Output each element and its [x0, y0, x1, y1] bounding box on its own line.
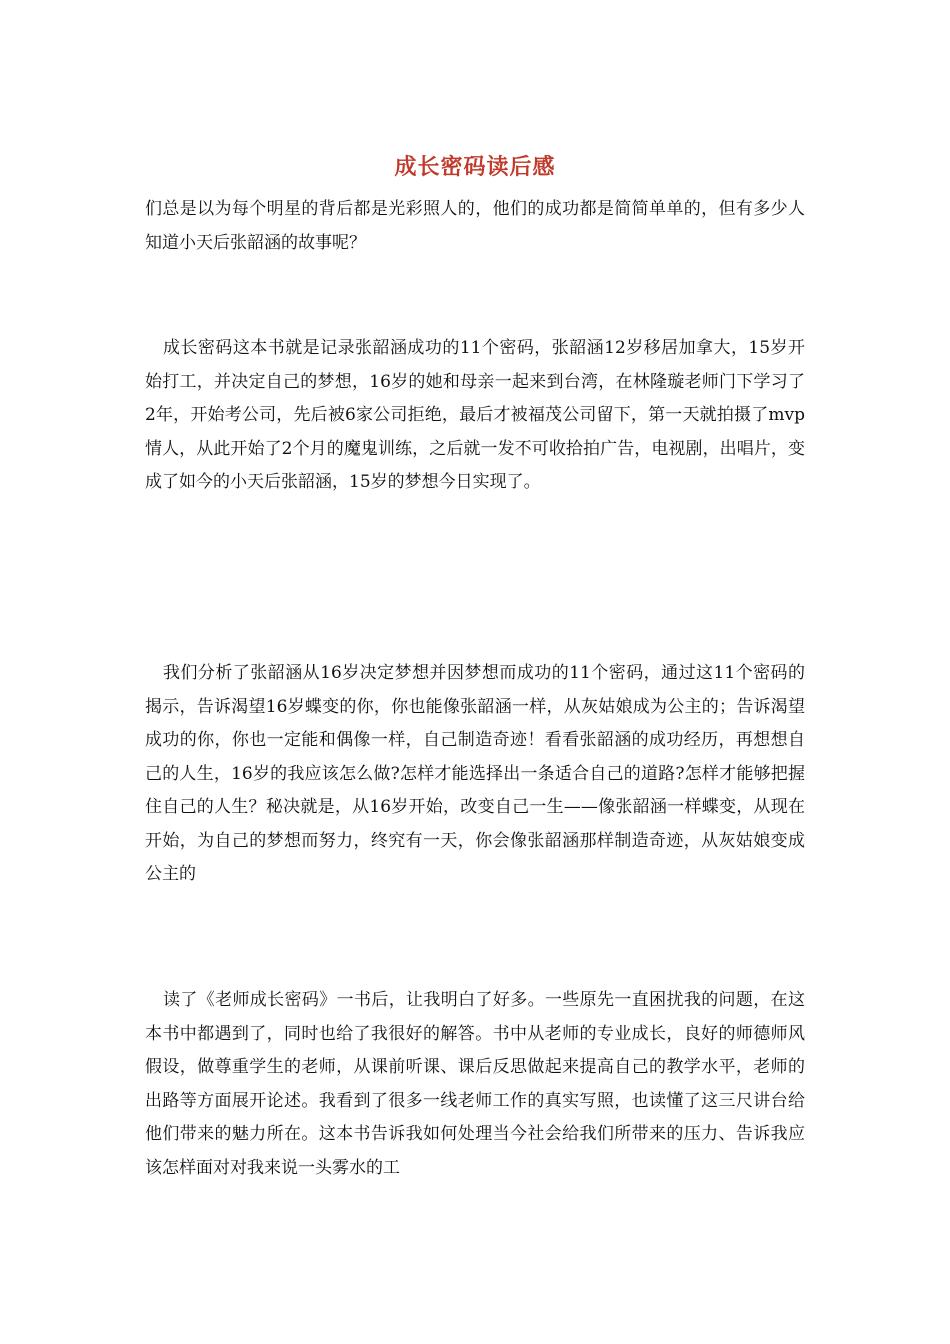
document-title: 成长密码读后感	[394, 154, 556, 180]
paragraph-eleven-secrets: 我们分析了张韶涵从16岁决定梦想并因梦想而成功的11个密码，通过这11个密码的揭示，告诉渴望16岁蝶变的你，你也能像张韶涵一样，从灰姑娘成为公主的；告诉渴望成功的你，你也一定能和偶像一样，自己制造奇迹！看看张韶涵的成功经历，再想想自己的人生，16岁的我应该怎么做?怎样才能选择出一条适合自己的道路?怎样才能够把握住自己的人生？秘决就是，从16岁开始，改变自己一生——像张韶涵一样蝶变，从现在开始，为自己的梦想而努力，终究有一天，你会像张韶涵那样制造奇迹，从灰姑娘变成公主的	[145, 663, 805, 884]
paragraph-teacher-growth: 读了《老师成长密码》一书后，让我明白了好多。一些原先一直困扰我的问题，在这本书中都遇到了，同时也给了我很好的解答。书中从老师的专业成长，良好的师德师风假设，做尊重学生的老师，从课前听课、课后反思做起来提高自己的教学水平，老师的出路等方面展开论述。我看到了很多一线老师工作的真实写照，也读懂了这三尺讲台给他们带来的魅力所在。这本书告诉我如何处理当今社会给我们所带来的压力、告诉我应该怎样面对对我来说一头雾水的工	[145, 990, 805, 1178]
paragraph-intro: 们总是以为每个明星的背后都是光彩照人的，他们的成功都是简简单单的，但有多少人知道小天后张韶涵的故事呢？	[145, 199, 805, 253]
paragraph-book-summary: 成长密码这本书就是记录张韶涵成功的11个密码，张韶涵12岁移居加拿大，15岁开始打工，并决定自己的梦想，16岁的她和母亲一起来到台湾，在林隆璇老师门下学习了2年，开始考公司，先后被6家公司拒绝，最后才被福茂公司留下，第一天就拍摄了mvp情人，从此开始了2个月的魔鬼训练，之后就一发不可收拾拍广告，电视剧，出唱片，变成了如今的小天后张韶涵，15岁的梦想今日实现了。	[145, 338, 805, 492]
